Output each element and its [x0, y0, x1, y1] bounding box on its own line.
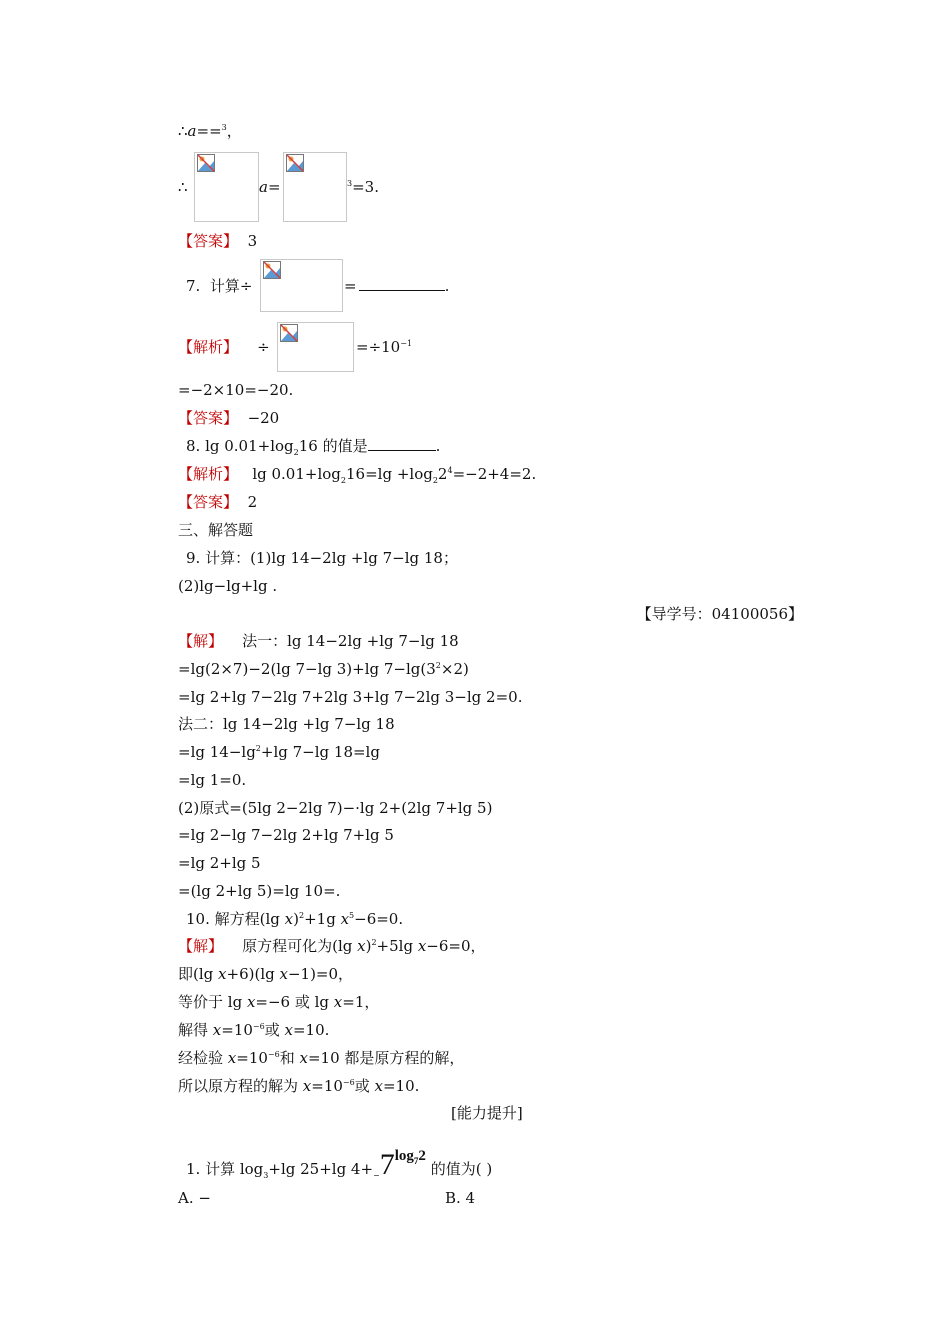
broken-image-icon	[260, 259, 343, 312]
solution-9-line: 法二：lg 14−2lg +lg 7−lg 18	[178, 715, 395, 733]
answer-blank[interactable]	[359, 276, 445, 291]
line-therefore-2: ∴	[178, 178, 188, 196]
answer-line: 【答案】 −20	[178, 409, 280, 427]
solution-10-line: 等价于 lg x=−6 或 lg x=1，	[178, 993, 380, 1011]
broken-image-icon	[277, 322, 354, 372]
broken-image-icon	[194, 152, 259, 222]
guide-number: 【导学号：04100056】	[636, 605, 803, 623]
ability-heading: [能力提升]	[451, 1104, 523, 1122]
solution-9-line: =lg 1=0.	[178, 771, 247, 789]
answer-line: 【答案】 2	[178, 493, 258, 511]
solution-9-line: =lg 2+lg 7−2lg 7+2lg 3+lg 7−2lg 3−lg 2=0.	[178, 688, 523, 706]
solution-10-line: 即(lg x+6)(lg x−1)=0，	[178, 965, 354, 983]
solution-9-line: =lg(2×7)−2(lg 7−lg 3)+lg $7-\lg(3^2\times 2)$	[178, 660, 469, 678]
answer-blank[interactable]	[368, 436, 436, 451]
problem-1: 1. 计算 $\log_3+\lg$ 25+lg $4+_-7\log_72$ 的值为( )	[186, 1148, 493, 1181]
solution-7-end: $=\div 10^{-1}$	[356, 338, 413, 356]
solution-9-line: =lg 2−lg 7−2lg 2+lg 7+lg 5	[178, 826, 394, 844]
log-exponent: $\log_72$	[394, 1148, 426, 1166]
solution-7-cont: =−2×10=−20.	[178, 381, 294, 399]
solution-9-line: =lg $14-\lg^2+\lg$ 7−lg 18=lg	[178, 743, 380, 761]
solution-8: 【解析】 $\lg 0.01+\log_216=\lg +\log_22^4=-2+4=2$.	[178, 465, 537, 485]
section-heading: 三、解答题	[178, 521, 254, 539]
question-7: 7. 计算÷	[186, 277, 253, 295]
solution-9-line: (2)原式=(5lg 2−2lg 7)−·lg 2+(2lg 7+lg 5)	[178, 799, 493, 817]
option-a[interactable]: A. −	[178, 1189, 211, 1207]
line-therefore-1: ∴a==$^3$，	[178, 122, 242, 140]
question-9-part2: (2)lg−lg+lg .	[178, 577, 278, 595]
solution-7: 【解析】 ÷	[178, 338, 270, 356]
line-therefore-2-end: $^3$=3.	[347, 178, 379, 196]
answer-line: 【答案】 3	[178, 232, 258, 250]
solution-9: 【解】 法一：lg 14−2lg +lg 7−lg 18	[178, 632, 459, 650]
question-7-end: = .	[344, 277, 450, 295]
line-therefore-2-mid: a=	[259, 178, 281, 196]
solution-10-line: 所以原方程的解为 $x=10^{-6}$或 x=10.	[178, 1077, 420, 1095]
question-10: 10. 解方程(lg x)$^2$+1g $x^5-6=0$.	[186, 910, 404, 928]
solution-10: 【解】 原方程可化为(lg x)$^2$+5lg x−6=0，	[178, 937, 486, 955]
broken-image-icon	[283, 152, 347, 222]
solution-10-line: 解得 $x=10^{-6}$或 x=10.	[178, 1021, 330, 1039]
solution-10-line: 经检验 $x=10^{-6}$和 x=10 都是原方程的解，	[178, 1049, 465, 1067]
solution-9-line: =lg 2+lg 5	[178, 854, 261, 872]
option-b[interactable]: B. 4	[445, 1189, 476, 1207]
solution-9-line: =(lg 2+lg 5)=lg 10=.	[178, 882, 341, 900]
question-8: 8. $\lg 0.01+\log_216$ 的值是 .	[186, 437, 441, 457]
question-9: 9. 计算：(1)lg 14−2lg +lg 7−lg 18；	[186, 549, 458, 567]
